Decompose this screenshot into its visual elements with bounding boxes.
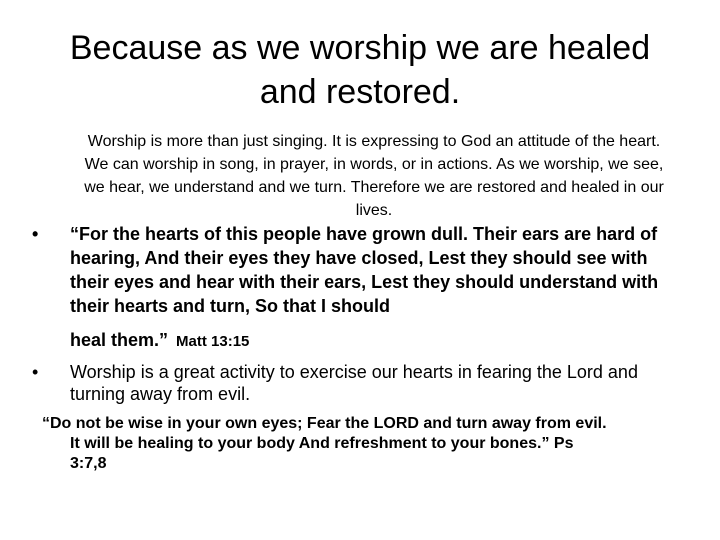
bullet-quote-ending [70, 328, 680, 354]
bullet-marker: • [32, 362, 39, 382]
bullet-marker: • [32, 224, 39, 244]
verse-line-2: It will be healing to your body And refreshment to your bones.” Ps [70, 435, 574, 452]
bullet-text: Worship is a great activity to exercise our hearts in fearing the Lord and turning away from evil. [70, 362, 638, 404]
verse-line-3: 3:7,8 [70, 455, 107, 472]
verse-line-1: “Do not be wise in your own eyes; Fear the LORD and turn away from evil. [42, 415, 607, 432]
slide-title [20, 26, 700, 114]
title-line-1: Because as we worship we are healed [69, 29, 651, 67]
bullet-quote-text: “For the hearts of this people have grown dull. Their ears are hard of hearing, And their eyes they have closed, Lest they should see with their eyes and hear with their ears, Lest they should understand with their hearts and turn, So that I should [70, 224, 659, 316]
bullet-quote-last: heal them.” [70, 330, 169, 350]
bullet-worship-activity [32, 361, 680, 405]
scripture-verse-ps [42, 414, 692, 474]
title-line-2: and restored. [259, 73, 461, 111]
scripture-reference: Matt 13:15 [176, 333, 250, 350]
intro-paragraph: Worship is more than just singing. It is expressing to God an attitude of the heart. We can worship in song, in prayer, in words, or in actions. As we worship, we see, we hear, we understand and we turn. Therefore we are restored and healed in our lives. [84, 133, 664, 219]
bullet-scripture-matt [32, 222, 680, 354]
